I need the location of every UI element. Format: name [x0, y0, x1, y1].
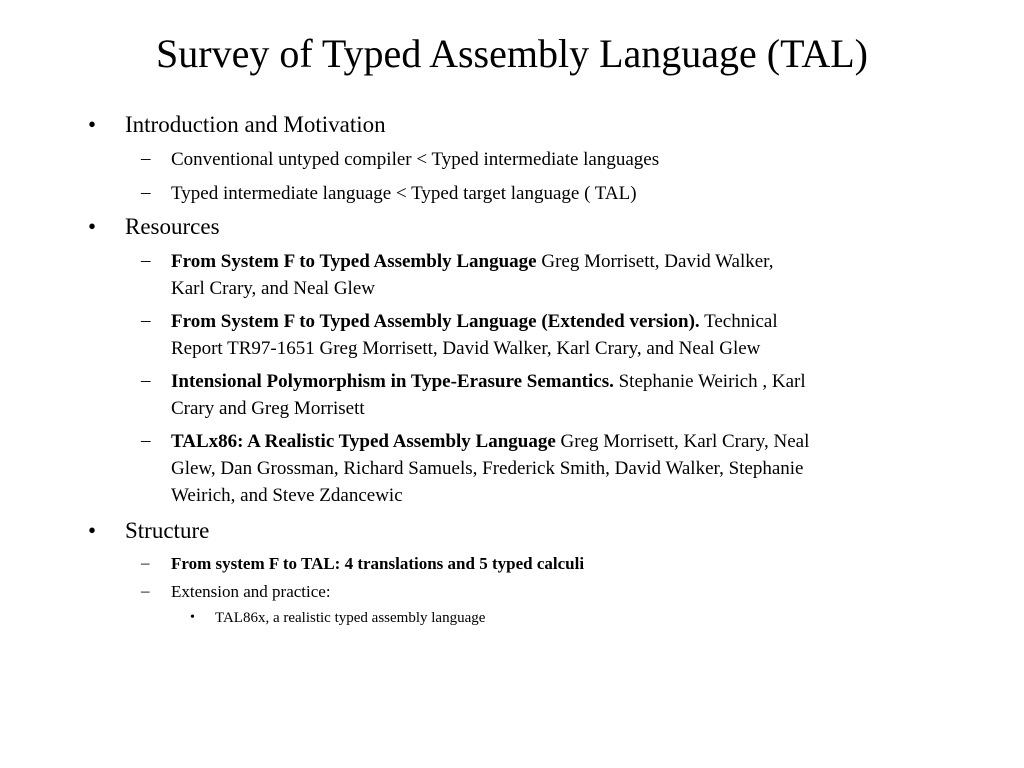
section-heading-resources: Resources	[125, 214, 220, 239]
resource-item-2	[171, 308, 961, 362]
resource-item-3	[171, 368, 961, 422]
bullet-icon: •	[88, 214, 97, 239]
resource-title: TALx86: A Realistic Typed Assembly Language	[171, 431, 556, 452]
dash-icon: –	[141, 148, 151, 169]
intro-item-1: Conventional untyped compiler < Typed intermediate languages	[171, 149, 660, 170]
bullet-icon: •	[88, 518, 97, 543]
resource-item-2-line-1	[171, 308, 961, 335]
structure-item-1	[171, 550, 961, 577]
resource-authors-line-2: Glew, Dan Grossman, Richard Samuels, Frederick Smith, David Walker, Stephanie	[171, 458, 804, 479]
resource-item-1-line-1	[171, 248, 961, 275]
resource-authors-line-2: Report TR97-1651 Greg Morrisett, David Walker, Karl Crary, and Neal Glew	[171, 338, 761, 359]
resource-authors: Technical	[699, 311, 778, 332]
resource-item-1	[171, 248, 961, 302]
resource-title: From System F to Typed Assembly Language (Extended version).	[171, 311, 700, 332]
resource-item-4	[171, 428, 961, 509]
resource-authors-line-2: Karl Crary, and Neal Glew	[171, 278, 375, 299]
dash-icon: –	[141, 370, 151, 391]
bullet-icon: •	[88, 112, 97, 137]
structure-item-1-text: From system F to TAL: 4 translations and 5 typed calculi	[171, 554, 585, 573]
section-heading-intro: Introduction and Motivation	[125, 112, 386, 137]
resource-item-4-line-1	[171, 428, 961, 455]
resource-authors: Greg Morrisett, Karl Crary, Neal	[555, 431, 810, 452]
resource-title: Intensional Polymorphism in Type-Erasure Semantics.	[171, 371, 614, 392]
slide-title: Survey of Typed Assembly Language (TAL)	[156, 31, 868, 76]
resource-authors-line-3: Weirich, and Steve Zdancewic	[171, 485, 403, 506]
dash-icon: –	[141, 430, 151, 451]
dash-icon: –	[141, 581, 150, 600]
dash-icon: –	[141, 553, 150, 572]
resource-item-3-line-1	[171, 368, 961, 395]
dash-icon: –	[141, 182, 151, 203]
section-heading-structure: Structure	[125, 518, 210, 543]
intro-item-2: Typed intermediate language < Typed target language ( TAL)	[171, 183, 637, 204]
dash-icon: –	[141, 310, 151, 331]
structure-subitem-1: TAL86x, a realistic typed assembly language	[215, 610, 486, 626]
resource-authors-line-2: Crary and Greg Morrisett	[171, 398, 365, 419]
resource-authors: Stephanie Weirich , Karl	[613, 371, 806, 392]
resource-authors: Greg Morrisett, David Walker,	[536, 251, 774, 272]
resource-title: From System F to Typed Assembly Language	[171, 251, 537, 272]
structure-item-2: Extension and practice:	[171, 582, 331, 601]
dash-icon: –	[141, 250, 151, 271]
bullet-icon: •	[190, 610, 195, 625]
